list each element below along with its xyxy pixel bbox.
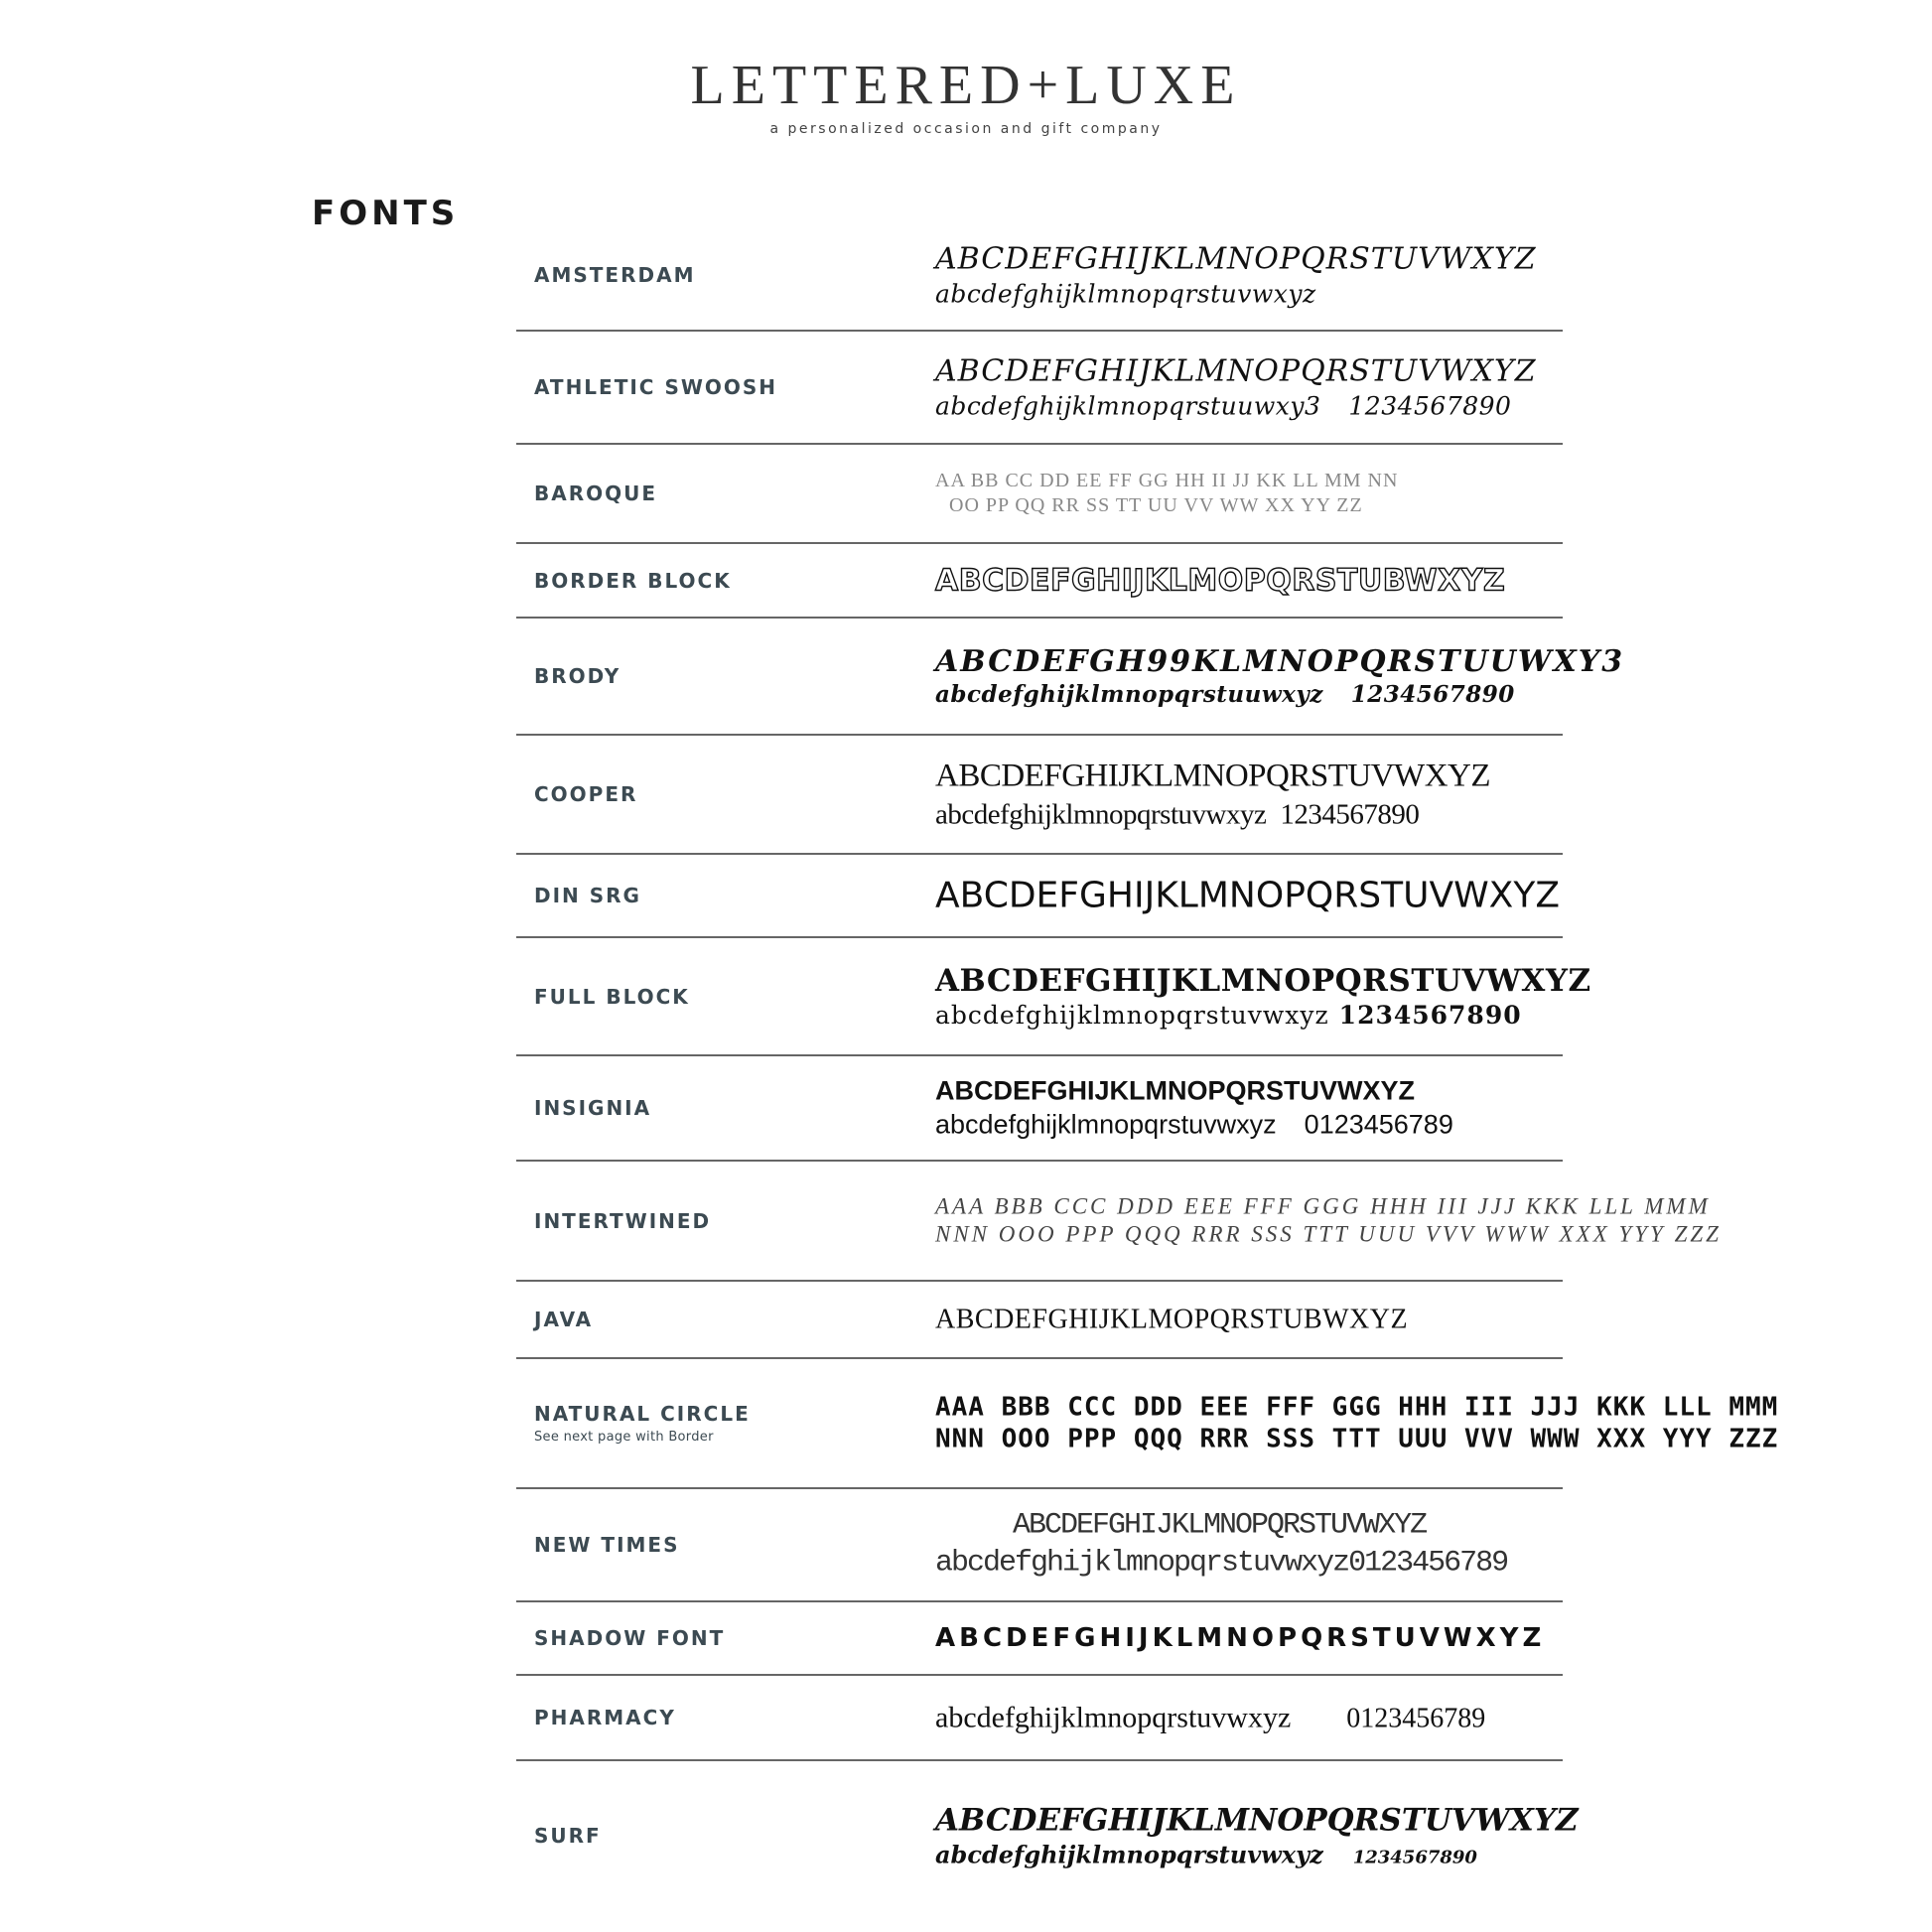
- font-name: NEW TIMES: [534, 1533, 680, 1557]
- sample-uppercase: ABCDEFGHIJKLMNOPQRSTUVWXYZ: [935, 353, 1537, 389]
- sample-uppercase: ABCDEFGHIJKLMOPQRSTUBWXYZ: [935, 562, 1506, 598]
- brand-logo: LETTERED+LUXE: [690, 55, 1242, 116]
- font-name: AMSTERDAM: [534, 263, 696, 287]
- sample-monograms-2: NNN OOO PPP QQQ RRR SSS TTT UUU VVV WWW XXX YYY ZZZ: [935, 1424, 1779, 1454]
- sample-lowercase: abcdefghijklmnopqrstuvwxyz: [935, 1701, 1292, 1734]
- sample-digits: 0123456789: [1304, 1109, 1453, 1139]
- sample-uppercase: ABCDEFGH99KLMNOPQRSTUUWXY3: [935, 643, 1625, 679]
- section-title: FONTS: [312, 194, 460, 233]
- font-row-natural-circle: [516, 1359, 1779, 1489]
- sample-uppercase-2: OO PP QQ RR SS TT UU VV WW XX YY ZZ: [949, 494, 1363, 516]
- sample-digits: 0123456789: [1346, 1703, 1486, 1734]
- sample-uppercase: ABCDEFGHIJKLMNOPQRSTUVWXYZ: [935, 241, 1537, 277]
- font-sample: [935, 1802, 1579, 1870]
- font-sample: [935, 1391, 1779, 1455]
- sample-monograms-1: AAA BBB CCC DDD EEE FFF GGG HHH III JJJ KKK LLL MMM: [935, 1392, 1779, 1422]
- sample-digits: 1234567890: [1352, 1847, 1477, 1868]
- font-row-shadow-font: [516, 1602, 1563, 1676]
- brand-tagline: a personalized occasion and gift company: [769, 121, 1163, 137]
- font-row-java: [516, 1282, 1563, 1359]
- font-sample: [935, 1192, 1722, 1250]
- font-name: INTERTWINED: [534, 1208, 712, 1233]
- font-name: BRODY: [534, 664, 621, 688]
- sample-lowercase: abcdefghijklmnopqrstuvwxyz: [935, 279, 1316, 309]
- font-row-pharmacy: [516, 1676, 1563, 1761]
- sample-lowercase: abcdefghijklmnopqrstuvwxyz: [935, 1109, 1277, 1139]
- font-note: See next page with Border: [534, 1429, 714, 1445]
- font-row-brody: [516, 619, 1625, 736]
- font-name: BAROQUE: [534, 482, 658, 505]
- font-sample: [935, 1074, 1541, 1142]
- sample-uppercase: ABCDEFGHIJKLMNOPQRSTUVWXYZ: [935, 1075, 1416, 1106]
- sample-uppercase: ABCDEFGHIJKLMOPQRSTUBWXYZ: [935, 1304, 1409, 1335]
- sample-digits: 1234567890: [1350, 680, 1515, 708]
- font-row-insignia: [516, 1056, 1563, 1162]
- font-row-baroque: [516, 445, 1563, 544]
- sample-lowercase: abcdefghijklmnopqrstuvwxyz: [935, 1840, 1323, 1869]
- font-row-intertwined: [516, 1162, 1722, 1282]
- font-name-text: NATURAL CIRCLE: [534, 1401, 751, 1426]
- font-row-surf: [516, 1761, 1579, 1910]
- font-sample: [935, 562, 1541, 600]
- font-name: DIN SRG: [534, 884, 641, 907]
- font-sample: [935, 1508, 1541, 1583]
- font-sample: [935, 756, 1541, 833]
- font-name: COOPER: [534, 782, 638, 806]
- sample-uppercase: ABCDEFGHIJKLMNOPQRSTUVWXYZ: [935, 875, 1560, 916]
- font-sample: [935, 469, 1541, 518]
- font-row-athletic-swoosh: [516, 332, 1563, 445]
- font-sample: [935, 962, 1591, 1032]
- font-sample: [935, 353, 1541, 422]
- sample-lowercase: abcdefghijklmnopqrstuvwxyz: [935, 1001, 1329, 1031]
- sample-lowercase: abcdefghijklmnopqrstuuwxy3: [935, 391, 1321, 421]
- font-name: SURF: [534, 1824, 602, 1848]
- sample-monograms-1: AAA BBB CCC DDD EEE FFF GGG HHH III JJJ KKK LLL MMM: [935, 1192, 1711, 1218]
- font-name: [534, 1402, 751, 1446]
- font-name: PHARMACY: [534, 1706, 676, 1729]
- font-row-din-srg: [516, 855, 1563, 938]
- sample-lowercase: abcdefghijklmnopqrstuvwxyz0123456789: [935, 1546, 1508, 1580]
- sample-uppercase: ABCDEFGHIJKLMNOPQRSTUVWXYZ: [935, 1802, 1579, 1839]
- sample-digits: 1234567890: [1338, 1001, 1522, 1031]
- font-sample: [935, 874, 1560, 918]
- font-name: ATHLETIC SWOOSH: [534, 375, 778, 399]
- font-row-full-block: [516, 938, 1591, 1056]
- sample-monograms-2: NNN OOO PPP QQQ RRR SSS TTT UUU VVV WWW XXX YYY ZZZ: [935, 1221, 1722, 1247]
- font-sample: [935, 643, 1625, 709]
- font-name: JAVA: [534, 1308, 594, 1331]
- font-row-cooper: [516, 736, 1563, 855]
- sample-uppercase: ABCDEFGHIJKLMNOPQRSTUVWXYZ: [935, 758, 1491, 794]
- sample-digits: 1234567890: [1280, 798, 1420, 831]
- sample-uppercase: ABCDEFGHIJKLMNOPQRSTUVWXYZ: [935, 962, 1591, 999]
- sample-lowercase: abcdefghijklmnopqrstuuwxyz: [935, 680, 1323, 708]
- sample-uppercase: ABCDEFGHIJKLMNOPQRSTUVWXYZ: [1013, 1508, 1427, 1543]
- sample-uppercase: AA BB CC DD EE FF GG HH II JJ KK LL MM NN: [935, 470, 1399, 491]
- font-table: [516, 220, 1779, 1910]
- brand-header: [0, 55, 1932, 137]
- font-name: BORDER BLOCK: [534, 568, 732, 593]
- font-sample: [935, 1303, 1541, 1337]
- sample-digits: 1234567890: [1348, 391, 1512, 421]
- sample-lowercase: abcdefghijklmnopqrstuvwxyz: [935, 798, 1267, 831]
- font-name: FULL BLOCK: [534, 984, 690, 1009]
- font-sample: [935, 241, 1541, 310]
- font-row-amsterdam: [516, 220, 1563, 332]
- font-row-border-block: [516, 544, 1563, 619]
- font-name: SHADOW FONT: [534, 1626, 726, 1650]
- font-name: INSIGNIA: [534, 1096, 652, 1120]
- font-row-new-times: [516, 1489, 1563, 1602]
- font-sample: [935, 1622, 1546, 1655]
- font-sample: [935, 1699, 1541, 1736]
- sample-uppercase: ABCDEFGHIJKLMNOPQRSTUVWXYZ: [935, 1622, 1546, 1653]
